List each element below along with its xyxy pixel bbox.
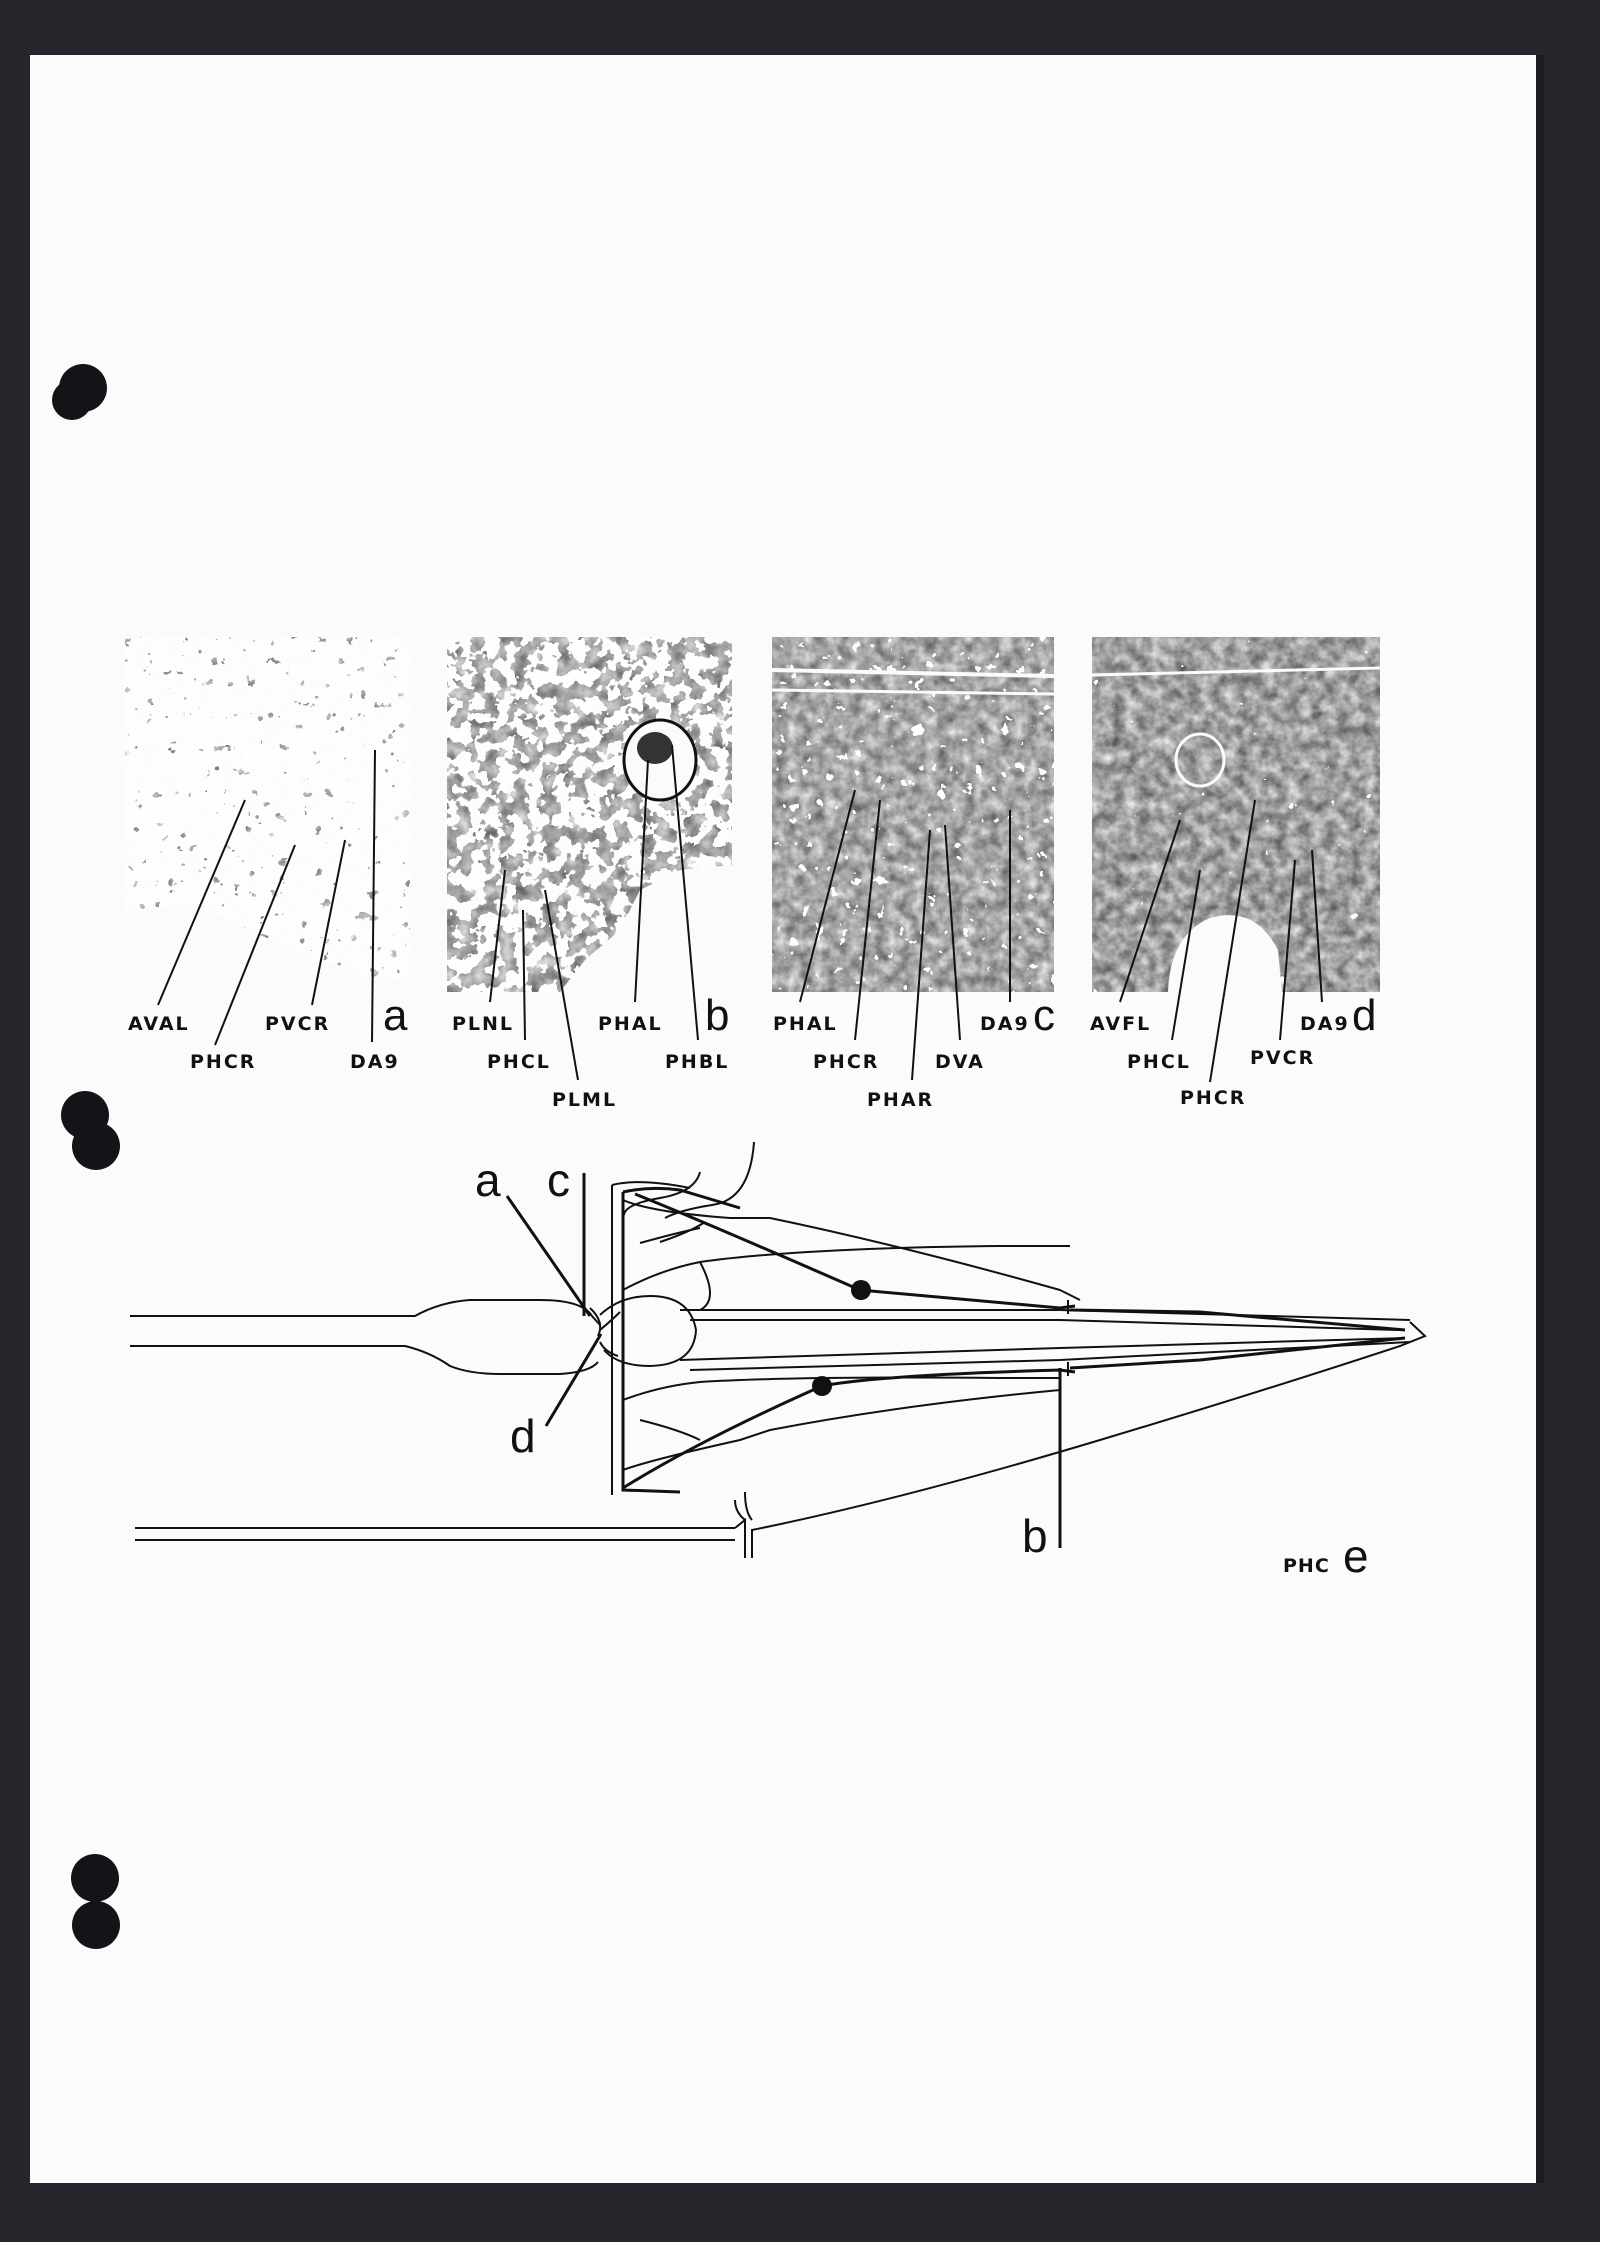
punch-hole — [72, 1901, 120, 1949]
label-DA9: DA9 — [350, 1051, 400, 1073]
section-label-d: d — [510, 1410, 536, 1462]
label-PHCR: PHCR — [190, 1051, 257, 1073]
punch-hole — [72, 1122, 120, 1170]
label-PHCR: PHCR — [1180, 1087, 1247, 1109]
label-PVCR: PVCR — [1250, 1047, 1316, 1069]
label-PHCR: PHCR — [813, 1051, 880, 1073]
label-AVAL: AVAL — [128, 1013, 190, 1035]
label-DA9: DA9 — [1300, 1013, 1350, 1035]
label-PHAL: PHAL — [598, 1013, 663, 1035]
section-label-a: a — [475, 1154, 501, 1206]
panel-letter-d: d — [1352, 991, 1377, 1040]
panel-letter-a: a — [383, 991, 408, 1040]
label-AVFL: AVFL — [1090, 1013, 1152, 1035]
punch-hole — [52, 380, 92, 420]
label-PVCR: PVCR — [265, 1013, 331, 1035]
label-PHBL: PHBL — [665, 1051, 730, 1073]
cell-nucleus — [637, 732, 673, 764]
section-label-b: b — [1022, 1510, 1048, 1562]
paper-edge-shadow — [1536, 55, 1544, 2183]
label-PLNL: PLNL — [452, 1013, 515, 1035]
label-PHAL: PHAL — [773, 1013, 838, 1035]
punch-hole — [71, 1854, 119, 1902]
label-DA9: DA9 — [980, 1013, 1030, 1035]
label-PHAR: PHAR — [867, 1089, 935, 1111]
figure-caption-letter: e — [1343, 1530, 1369, 1582]
label-PHCL: PHCL — [1127, 1051, 1191, 1073]
panel-letter-c: c — [1033, 991, 1055, 1040]
section-label-c: c — [547, 1154, 570, 1206]
label-PHCL: PHCL — [487, 1051, 551, 1073]
neuron-cell-body — [812, 1376, 832, 1396]
neuron-cell-body — [851, 1280, 871, 1300]
label-DVA: DVA — [935, 1051, 985, 1073]
panel-letter-b: b — [705, 991, 730, 1040]
paper-sheet — [30, 55, 1540, 2183]
label-PLML: PLML — [552, 1089, 618, 1111]
figure-caption-small: PHC — [1283, 1555, 1330, 1577]
